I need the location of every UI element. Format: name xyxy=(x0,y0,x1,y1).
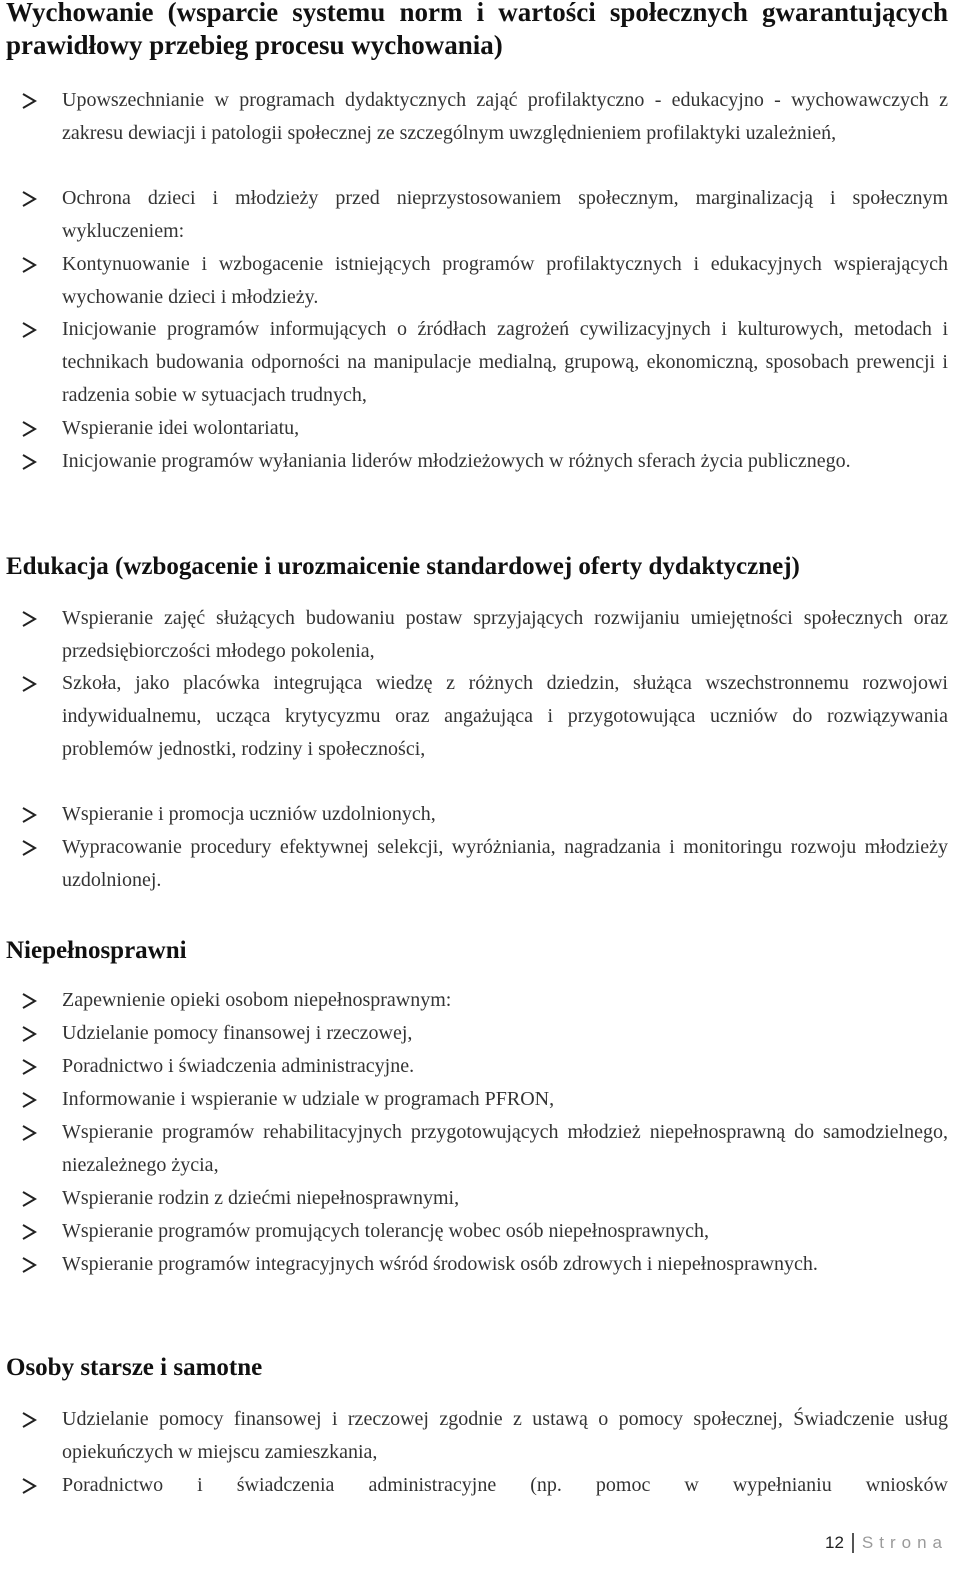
arrow-bullet-icon xyxy=(20,453,38,471)
arrow-bullet-icon xyxy=(20,839,38,857)
section-heading-edukacja: Edukacja (wzbogacenie i urozmaicenie standardowej oferty dydaktycznej) xyxy=(6,553,800,580)
list-item: Poradnictwo i świadczenia administracyjne (np. pomoc w wypełnianiu wniosków xyxy=(62,1474,948,1496)
list-item: Informowanie i wspieranie w udziale w programach PFRON, xyxy=(62,1088,555,1110)
arrow-bullet-icon xyxy=(20,1091,38,1109)
list-item: Wspieranie zajęć służących budowaniu postaw sprzyjających rozwijaniu umiejętności społecznych oraz przedsiębiorczości młodego pokolenia, xyxy=(62,607,948,662)
arrow-bullet-icon xyxy=(20,1223,38,1241)
list-item: Wspieranie idei wolontariatu, xyxy=(62,417,300,439)
list-item: Wspieranie rodzin z dziećmi niepełnosprawnymi, xyxy=(62,1187,460,1209)
arrow-bullet-icon xyxy=(20,420,38,438)
arrow-bullet-icon xyxy=(20,1256,38,1274)
arrow-bullet-icon xyxy=(20,190,38,208)
list-item: Inicjowanie programów informujących o źródłach zagrożeń cywilizacyjnych i kulturowych, metodach i technikach budowania odporności na manipulacje medialną, grupową, ekonomiczną, sposobach prewencji i radzenia sobie w sytuacjach trudnych, xyxy=(62,318,948,406)
arrow-bullet-icon xyxy=(20,1411,38,1429)
arrow-bullet-icon xyxy=(20,1477,38,1495)
arrow-bullet-icon xyxy=(20,321,38,339)
section-heading-wychowanie: Wychowanie (wsparcie systemu norm i wartości społecznych gwarantujących prawidłowy przebieg procesu wychowania) xyxy=(6,0,948,60)
arrow-bullet-icon xyxy=(20,92,38,110)
list-item: Udzielanie pomocy finansowej i rzeczowej, xyxy=(62,1022,413,1044)
list-item: Inicjowanie programów wyłaniania liderów młodzieżowych w różnych sferach życia publicznego. xyxy=(62,450,851,472)
list-item: Kontynuowanie i wzbogacenie istniejących programów profilaktycznych i edukacyjnych wspierających wychowanie dzieci i młodzieży. xyxy=(62,253,948,308)
arrow-bullet-icon xyxy=(20,675,38,693)
list-item: Ochrona dzieci i młodzieży przed nieprzystosowaniem społecznym, marginalizacją i społecznym wykluczeniem: xyxy=(62,187,948,242)
arrow-bullet-icon xyxy=(20,806,38,824)
footer-divider xyxy=(852,1533,854,1553)
page-label: Strona xyxy=(861,1533,948,1552)
arrow-bullet-icon xyxy=(20,256,38,274)
list-item: Zapewnienie opieki osobom niepełnosprawnym: xyxy=(62,989,452,1011)
list-item: Upowszechnianie w programach dydaktycznych zająć profilaktyczno - edukacyjno - wychowawczych z zakresu dewiacji i patologii społecznej ze szczególnym uwzględnieniem profilaktyki uzależnień, xyxy=(62,89,948,144)
page-footer xyxy=(825,1533,948,1553)
list-item: Wspieranie programów promujących tolerancję wobec osób niepełnosprawnych, xyxy=(62,1220,709,1242)
section-heading-niepelnosprawni: Niepełnosprawni xyxy=(6,937,187,964)
arrow-bullet-icon xyxy=(20,1190,38,1208)
list-item: Wspieranie i promocja uczniów uzdolnionych, xyxy=(62,803,436,825)
list-item: Szkoła, jako placówka integrująca wiedzę z różnych dziedzin, służąca wszechstronnemu rozwojowi indywidualnemu, ucząca krytycyzmu oraz angażująca i przygotowująca uczniów do rozwiązywania problemów jednostki, rodziny i społeczności, xyxy=(62,672,948,760)
arrow-bullet-icon xyxy=(20,992,38,1010)
arrow-bullet-icon xyxy=(20,610,38,628)
arrow-bullet-icon xyxy=(20,1025,38,1043)
list-item: Udzielanie pomocy finansowej i rzeczowej zgodnie z ustawą o pomocy społecznej, Świadczenie usług opiekuńczych w miejscu zamieszkania, xyxy=(62,1408,948,1463)
arrow-bullet-icon xyxy=(20,1058,38,1076)
list-item: Wypracowanie procedury efektywnej selekcji, wyróżniania, nagradzania i monitoringu rozwoju młodzieży uzdolnionej. xyxy=(62,836,948,891)
section-heading-osoby-starsze: Osoby starsze i samotne xyxy=(6,1354,263,1381)
list-item: Poradnictwo i świadczenia administracyjne. xyxy=(62,1055,415,1077)
page-number: 12 xyxy=(824,1533,844,1552)
arrow-bullet-icon xyxy=(20,1124,38,1142)
list-item: Wspieranie programów rehabilitacyjnych przygotowujących młodzież niepełnosprawną do samodzielnego, niezależnego życia, xyxy=(62,1121,948,1176)
list-item: Wspieranie programów integracyjnych wśród środowisk osób zdrowych i niepełnosprawnych. xyxy=(62,1253,818,1275)
